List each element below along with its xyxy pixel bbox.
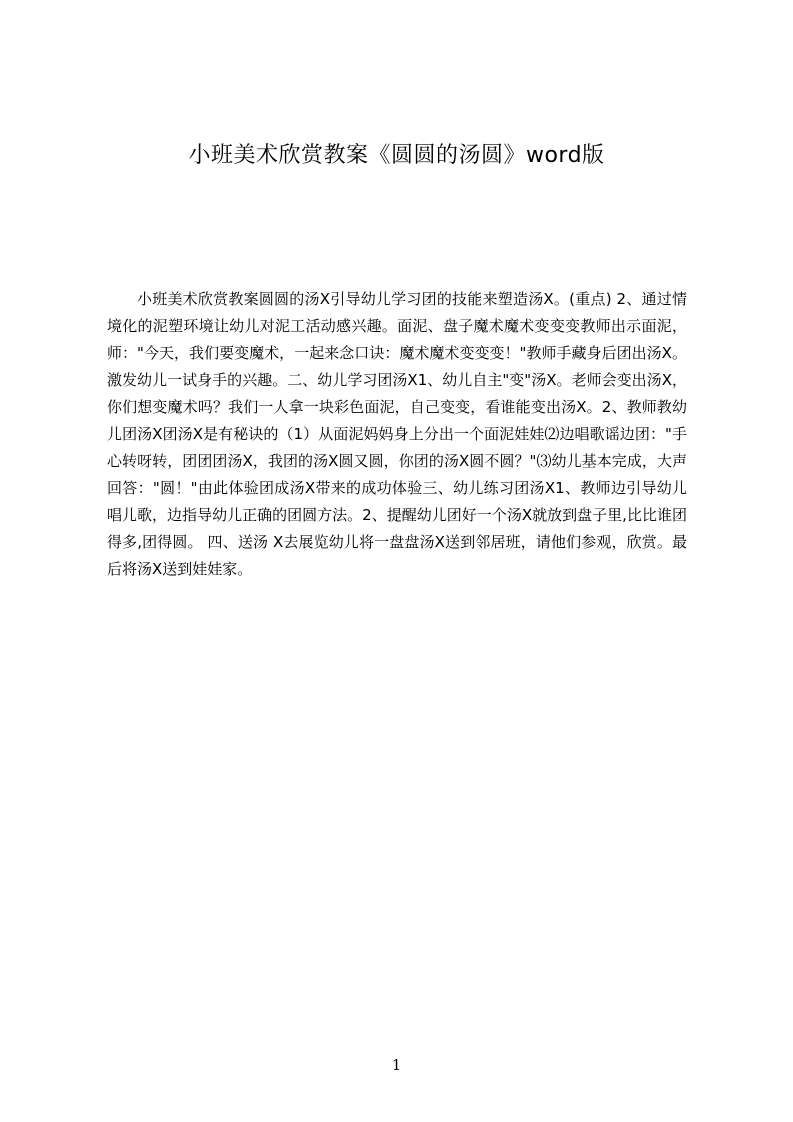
document-title: 小班美术欣赏教案《圆圆的汤圆》word版 bbox=[188, 143, 605, 168]
document-body-paragraph: 小班美术欣赏教案圆圆的汤X引导幼儿学习团的技能来塑造汤X。(重点) 2、通过情境化的泥塑环境让幼儿对泥工活动感兴趣。面泥、盘子魔术魔术变变变教师出示面泥，师："今天，我们要变魔术，一起来念口诀：魔术魔术变变变！"教师手藏身后团出汤X。激发幼儿一试身手的兴趣。二、幼儿学习团汤X1、幼儿自主"变"汤X。老师会变出汤X，你们想变魔术吗？我们一人拿一块彩色面泥，自己变变，看谁能变出汤X。2、教师教幼儿团汤X团汤X是有秘诀的（1）从面泥妈妈身上分出一个面泥娃娃⑵边唱歌谣边团："手心转呀转，团团团汤X，我团的汤X圆又圆，你团的汤X圆不圆？"⑶幼儿基本完成，大声回答："圆！"由此体验团成汤X带来的成功体验三、幼儿练习团汤X1、教师边引导幼儿唱儿歌，边指导幼儿正确的团圆方法。2、提醒幼儿团好一个汤X就放到盘子里,比比谁团得多,团得圆。 四、送汤 X去展览幼儿将一盘盘汤X送到邻居班，请他们参观，欣赏。最后将汤X送到娃娃家。 bbox=[107, 290, 687, 578]
page-number: 1 bbox=[391, 1056, 402, 1074]
